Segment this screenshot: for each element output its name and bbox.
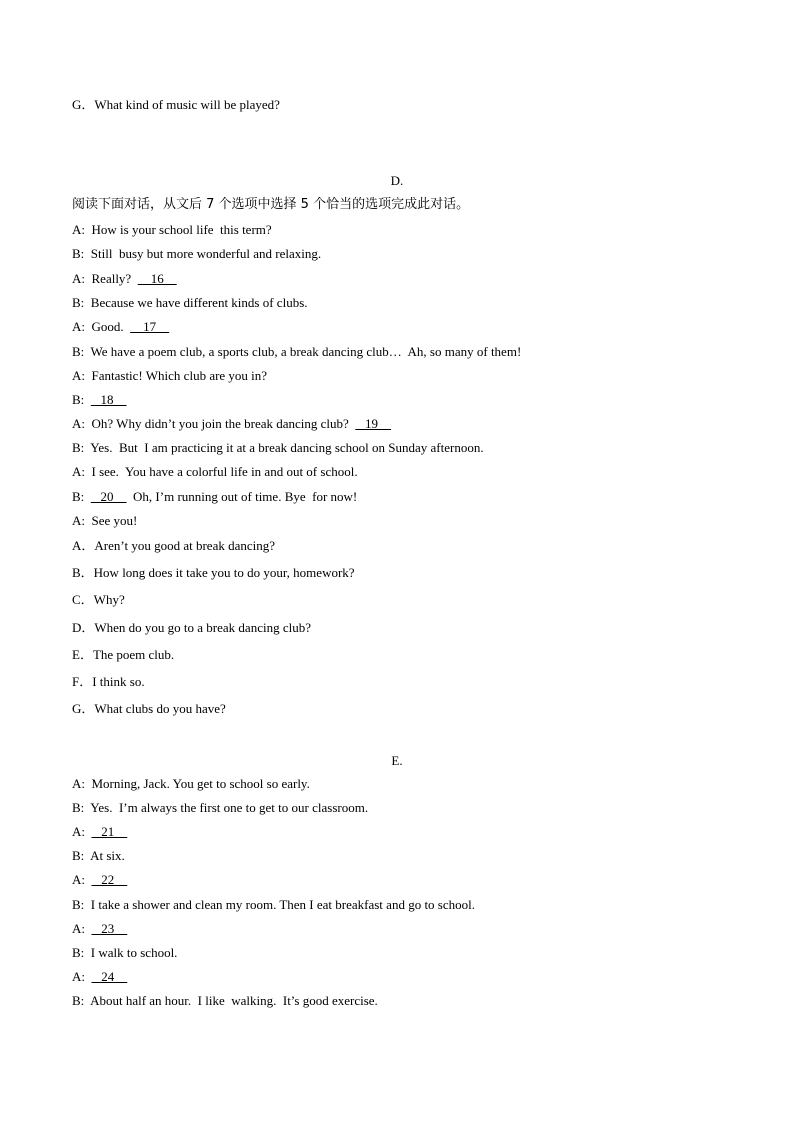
line-text: A: <box>72 921 92 936</box>
dialogue-line <box>72 416 391 432</box>
line-text: B: Because we have different kinds of clubs. <box>72 295 308 310</box>
line-text: A: <box>72 872 92 887</box>
line-text: B: Yes. But I am practicing it at a break dancing school on Sunday afternoon. <box>72 440 484 455</box>
answer-blank: 19 <box>355 416 392 431</box>
line-text: B: <box>72 489 91 504</box>
section-d-title: D. <box>390 173 404 188</box>
line-text: A: Oh? Why didn’t you join the break dancing club? <box>72 416 356 431</box>
dialogue-line <box>72 295 308 311</box>
option-item: B．How long does it take you to do your, homework? <box>72 565 355 580</box>
option-item: F．I think so. <box>72 674 145 689</box>
option-item: G．What clubs do you have? <box>72 701 226 716</box>
line-text: B: I take a shower and clean my room. Then I eat breakfast and go to school. <box>72 897 475 912</box>
dialogue-line <box>72 921 127 937</box>
dialogue-line <box>72 969 127 985</box>
option-item: E．The poem club. <box>72 647 175 662</box>
line-text: B: I walk to school. <box>72 945 178 960</box>
line-text: B: We have a poem club, a sports club, a break dancing club… Ah, so many of them! <box>72 344 522 359</box>
answer-blank: 17 <box>130 319 170 334</box>
dialogue-line <box>72 872 127 888</box>
answer-blank: 20 <box>90 489 127 504</box>
line-text: A: Really? <box>72 271 138 286</box>
dialogue-line <box>72 897 475 913</box>
section-d-instruction: 阅读下面对话，从文后 7 个选项中选择 5 个恰当的选项完成此对话。 <box>72 197 470 212</box>
line-text: A: Fantastic! Which club are you in? <box>72 368 268 383</box>
option-item: C．Why? <box>72 592 125 607</box>
dialogue-line <box>72 945 177 961</box>
answer-blank: 16 <box>137 271 177 286</box>
line-text: B: About half an hour. I like walking. It’s good exercise. <box>72 993 378 1008</box>
dialogue-line <box>72 993 378 1009</box>
dialogue-line <box>72 392 127 408</box>
option-item: D．When do you go to a break dancing club? <box>72 620 311 635</box>
dialogue-line <box>72 368 267 384</box>
line-text: A: How is your school life this term? <box>72 222 272 237</box>
dialogue-line <box>72 246 321 262</box>
dialogue-line <box>72 344 521 360</box>
dialogue-line <box>72 848 125 864</box>
answer-blank: 23 <box>91 921 128 936</box>
dialogue-line <box>72 440 484 456</box>
answer-blank: 24 <box>91 969 128 984</box>
dialogue-line <box>72 464 358 480</box>
answer-blank: 21 <box>91 824 128 839</box>
line-text: B: Still busy but more wonderful and relaxing. <box>72 246 322 261</box>
dialogue-line <box>72 222 272 238</box>
dialogue-line <box>72 271 177 287</box>
dialogue-line <box>72 824 127 840</box>
dialogue-line <box>72 513 137 529</box>
line-text: B: At six. <box>72 848 125 863</box>
line-text: B: <box>72 392 91 407</box>
line-text-after-blank: Oh, I’m running out of time. Bye for now! <box>126 489 358 504</box>
option-item: A．Aren’t you good at break dancing? <box>72 538 276 553</box>
dialogue-line <box>72 776 310 792</box>
line-text: A: See you! <box>72 513 138 528</box>
line-text: A: <box>72 824 92 839</box>
line-text: A: Good. <box>72 319 131 334</box>
top-option: G．What kind of music will be played? <box>72 97 280 112</box>
dialogue-line <box>72 319 169 335</box>
dialogue-line <box>72 800 368 816</box>
answer-blank: 22 <box>91 872 128 887</box>
line-text: A: Morning, Jack. You get to school so early. <box>72 776 310 791</box>
line-text: B: Yes. I’m always the first one to get to our classroom. <box>72 800 369 815</box>
section-e-title: E. <box>391 753 403 768</box>
line-text: A: I see. You have a colorful life in and out of school. <box>72 464 358 479</box>
answer-blank: 18 <box>90 392 127 407</box>
line-text: A: <box>72 969 92 984</box>
dialogue-line <box>72 489 357 505</box>
